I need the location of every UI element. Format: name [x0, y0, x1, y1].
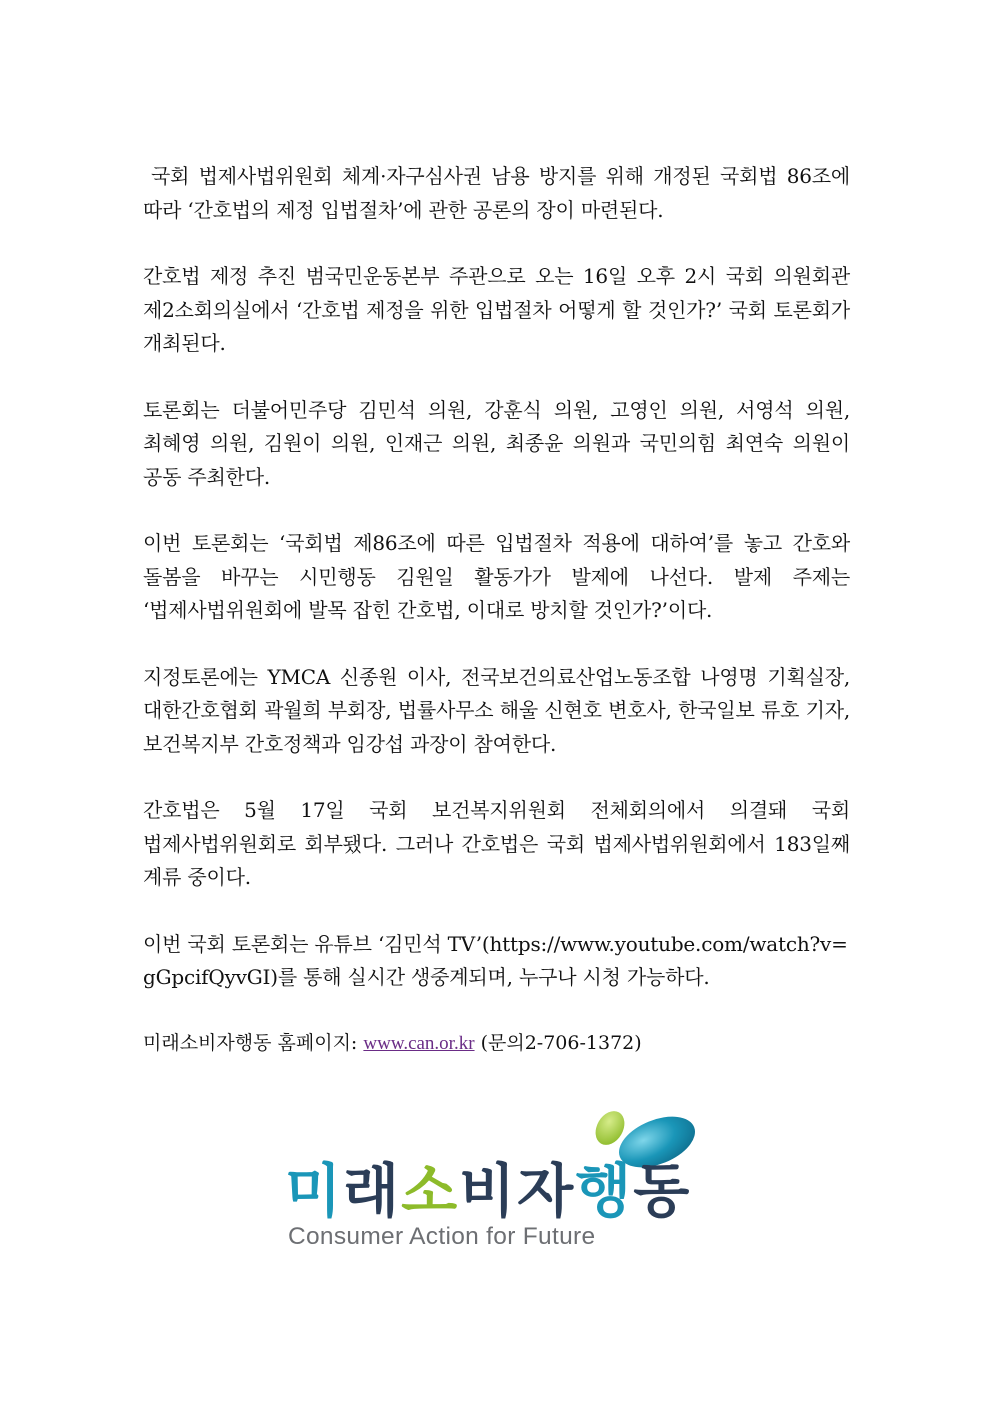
paragraph-1: 국회 법제사법위원회 체계·자구심사권 남용 방지를 위해 개정된 국회법 86조에 따라 ‘간호법의 제정 입법절차’에 관한 공론의 장이 마련된다.	[143, 164, 850, 222]
logo-char-5: 행	[575, 1157, 634, 1225]
logo-english-name: Consumer Action for Future	[288, 1223, 596, 1250]
contact-phone: (문의2-706-1372)	[480, 1031, 642, 1054]
logo-char-2: 래	[343, 1157, 402, 1225]
logo-korean-name	[285, 1157, 692, 1225]
homepage-link[interactable]: www.can.or.kr	[363, 1032, 475, 1054]
paragraph-6: 간호법은 5월 17일 국회 보건복지위원회 전체회의에서 의결돼 국회 법제사법위원회로 회부됐다. 그러나 간호법은 국회 법제사법위원회에서 183일째 계류 중이다.	[143, 798, 850, 889]
logo-char-1: 미	[285, 1157, 344, 1225]
logo-char-6: 동	[633, 1157, 692, 1225]
paragraph-2: 간호법 제정 추진 범국민운동본부 주관으로 오는 16일 오후 2시 국회 의원회관 제2소회의실에서 ‘간호법 제정을 위한 입법절차 어떻게 할 것인가?’ 국회 토론회가 개최된다.	[143, 264, 850, 355]
organization-logo	[285, 1110, 705, 1255]
paragraph-5: 지정토론에는 YMCA 신종원 이사, 전국보건의료산업노동조합 나영명 기획실장, 대한간호협회 곽월희 부회장, 법률사무소 해울 신현호 변호사, 한국일보 류호 기자, 보건복지부 간호정책과 임강섭 과장이 참여한다.	[143, 664, 850, 756]
logo-char-4: 비자	[459, 1157, 576, 1225]
logo-char-3: 소	[401, 1157, 460, 1225]
paragraph-4: 이번 토론회는 ‘국회법 제86조에 따른 입법절차 적용에 대하여’를 놓고 간호와 돌봄을 바꾸는 시민행동 김원일 활동가가 발제에 나선다. 발제 주제는 ‘법제사법위원회에 발목 잡힌 간호법, 이대로 방치할 것인가?’이다.	[143, 531, 850, 622]
press-release-body	[143, 160, 850, 1059]
paragraph-7: 이번 국회 토론회는 유튜브 ‘김민석 TV’(https://www.youtube.com/watch?v=gGpcifQyvGI)를 통해 실시간 생중계되며, 누구나 시청 가능하다.	[143, 931, 848, 989]
contact-line	[143, 1028, 850, 1059]
paragraph-3: 토론회는 더불어민주당 김민석 의원, 강훈식 의원, 고영인 의원, 서영석 의원, 최혜영 의원, 김원이 의원, 인재근 의원, 최종윤 의원과 국민의힘 최연숙 의원이 공동 주최한다.	[143, 397, 850, 489]
contact-label: 미래소비자행동 홈페이지:	[143, 1031, 358, 1054]
